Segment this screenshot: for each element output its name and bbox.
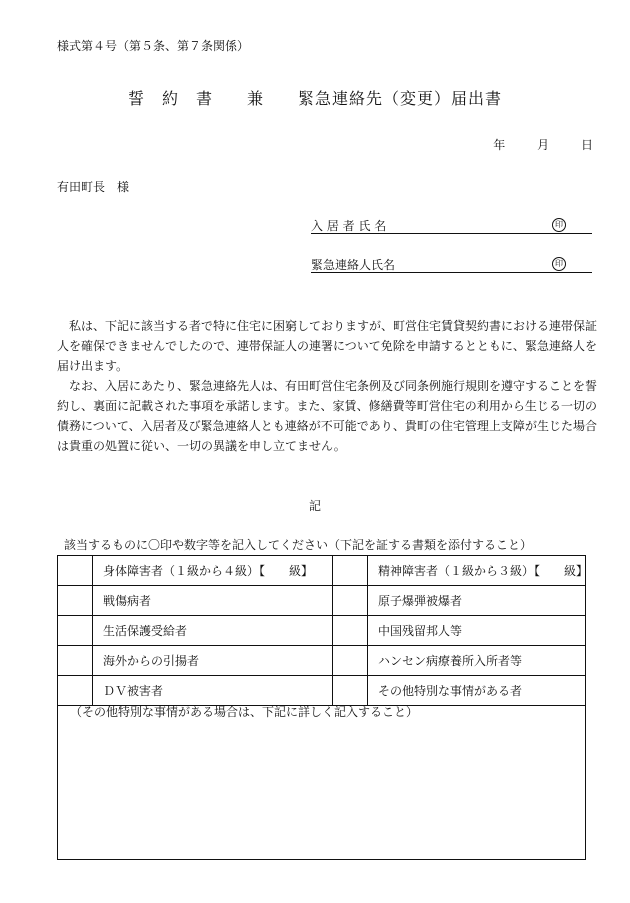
seal-mark-icon: 印 (552, 218, 566, 232)
category-label: その他特別な事情がある者 (368, 676, 586, 706)
category-label: ハンセン病療養所入所者等 (368, 646, 586, 676)
pledge-paragraph-2: なお、入居にあたり、緊急連絡先人は、有田町営住宅条例及び同条例施行規則を遵守することを誓約し、裏面に記載された事項を承諾します。また、家賃、修繕費等町営住宅の利用から生じる一切の債務について、入居者及び緊急連絡人とも連絡が不可能であり、貴町の住宅管理上支障が生じた場合は貴重の処置に従い、一切の異議を申し立てません。 (57, 379, 598, 453)
page-title: 誓 約 書 兼 緊急連絡先（変更）届出書 (127, 89, 502, 108)
date-year-label: 年 (493, 138, 506, 152)
date-line (465, 136, 593, 153)
special-circumstances-box[interactable] (57, 701, 586, 860)
category-label: 原子爆弾被爆者 (368, 586, 586, 616)
check-cell[interactable] (58, 616, 93, 646)
date-day-label: 日 (580, 138, 593, 152)
check-cell[interactable] (58, 556, 93, 586)
emergency-contact-name-field[interactable] (311, 256, 592, 273)
check-cell[interactable] (333, 616, 368, 646)
emergency-contact-label: 緊急連絡人氏名 (311, 258, 396, 272)
pledge-paragraph-1: 私は、下記に該当する者で特に住宅に困窮しておりますが、町営住宅賃貸契約書における連帯保証人を確保できませんでしたので、連帯保証人の連署について免除を申請するとともに、緊急連絡人を届け出ます。 (57, 319, 598, 373)
category-label: 海外からの引揚者 (93, 646, 333, 676)
check-cell[interactable] (333, 556, 368, 586)
category-label: 生活保護受給者 (93, 616, 333, 646)
category-label: 中国残留邦人等 (368, 616, 586, 646)
ki-heading: 記 (308, 499, 321, 513)
check-cell[interactable] (58, 646, 93, 676)
category-label: ＤＶ被害者 (93, 676, 333, 706)
check-cell[interactable] (333, 646, 368, 676)
category-label: 身体障害者（１級から４級）【 級】 (93, 556, 333, 586)
table-row (58, 616, 586, 646)
pledge-body (57, 316, 597, 456)
category-table (57, 555, 589, 706)
check-cell[interactable] (58, 586, 93, 616)
form-number: 様式第４号（第５条、第７条関係） (57, 39, 250, 53)
table-row (58, 646, 586, 676)
date-month-label: 月 (537, 138, 550, 152)
resident-name-label: 入 居 者 氏 名 (311, 219, 387, 233)
instruction-text: 該当するものに〇印や数字等を記入してください（下記を証する書類を添付すること） (64, 538, 533, 552)
table-row (58, 556, 586, 586)
seal-mark-icon: 印 (552, 257, 566, 271)
addressee: 有田町長 様 (57, 180, 130, 194)
resident-name-field[interactable] (311, 217, 592, 234)
special-circumstances-note: （その他特別な事情がある場合は、下記に詳しく記入すること） (70, 705, 419, 719)
table-row (58, 586, 586, 616)
category-label: 精神障害者（１級から３級）【 級】 (368, 556, 586, 586)
category-label: 戦傷病者 (93, 586, 333, 616)
check-cell[interactable] (333, 586, 368, 616)
